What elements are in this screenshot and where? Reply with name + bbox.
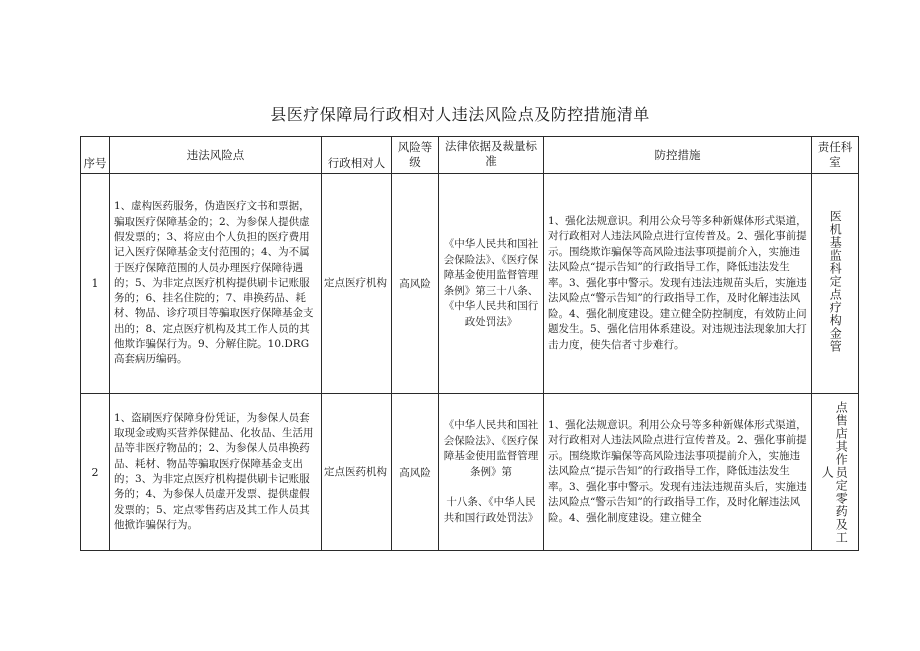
row-violation: 1、盗刷医疗保障身份凭证，为参保人员套取现金或购买营养保健品、化妆品、生活用品等非医疗物品的；2、为参保人员串换药品、耗材、物品等骗取医疗保障基金支出的；3、为非定点医疗机构提供刷卡记账服务的；4、为参保人员虚开发票、提供虚假发票的；5、定点零售药店及其工作人员其他掀诈骗保行为。 — [110, 394, 322, 551]
row-risk-level: 高风险 — [392, 174, 439, 394]
header-responsible: 责任科室 — [812, 137, 859, 174]
row-measures: 1、强化法规意识。利用公众号等多种新媒体形式渠道，对行政相对人违法风险点进行宣传普及。2、强化事前提示。围绕欺诈骗保等高风险违法事项提前介入，实施违法风险点“提示告知”的行政指导工作，降低违法发生率。3、强化事中警示。发现有违法违规苗头后，实施违法风险点“警示告知”的行政指导工作，及时化解违法风险。4、强化制度建设。建立健全防控制度，有效防止问题发生。5、强化信用体系建设。对违规违法现象加大打击力度，使失信者寸步难行。 — [544, 174, 812, 394]
responsible-text-b: 点售店其作员定零药及工 — [834, 400, 849, 544]
row-legal-basis — [439, 394, 544, 551]
row-seq: 2 — [81, 394, 110, 551]
responsible-text: 医机基监科定点疗构金管 — [828, 210, 843, 354]
document-title: 县医疗保障局行政相对人违法风险点及防控措施清单 — [270, 105, 650, 124]
legal-basis-part-b: 十八条、《中华人民共和国行政处罚法》 — [443, 496, 539, 524]
row-measures: 1、强化法规意识。利用公众号等多种新媒体形式渠道，对行政相对人违法风险点进行宣传普及。2、强化事前提示。围绕欺诈骗保等高风险违法事项提前介入，实施违法风险点“提示告知”的行政指导工作，降低违法发生率。3、强化事中警示。发现有违法违规苗头后，实施违法风险点“警示告知”的行政指导工作，及时化解违法风险。4、强化制度建设。建立健全 — [544, 394, 812, 551]
row-counterparty: 定点医疗机构 — [322, 174, 392, 394]
row-legal-basis — [439, 174, 544, 394]
row-responsible — [812, 174, 859, 394]
row-counterparty: 定点医药机构 — [322, 394, 392, 551]
table-header-row — [81, 137, 859, 174]
row-seq: 1 — [81, 174, 110, 394]
header-seq: 序号 — [81, 137, 110, 174]
responsible-text-a: 人 — [821, 464, 834, 479]
header-violation: 违法风险点 — [110, 137, 322, 174]
legal-basis-part-a: 《中华人民共和国社会保险法》、《医疗保障基金使用监督管理条例》第 — [443, 419, 539, 478]
table-row — [81, 394, 859, 551]
row-responsible — [812, 394, 859, 551]
risk-table — [80, 136, 859, 551]
legal-basis-part-b: 《中华人民共和国行政处罚法》 — [443, 300, 539, 328]
row-violation: 1、虚构医药服务，伪造医疗文书和票据，骗取医疗保障基金的；2、为参保人提供虚假发票的；3、将应由个人负担的医疗费用记入医疗保障基金支付范围的；4、为不属于医疗保障范围的人员办理医疗保障待遇的；5、为非定点医疗机构提供刷卡记账服务的；6、挂名住院的；7、串换药品、耗材、物品、诊疗项目等骗取医疗保障基金支出的；8、定点医疗机构及其工作人员的其他欺诈骗保行为。9、分解住院。10.DRG高套病历编码。 — [110, 174, 322, 394]
header-measures: 防控措施 — [544, 137, 812, 174]
table-row — [81, 174, 859, 394]
header-counterparty: 行政相对人 — [322, 137, 392, 174]
header-legal-basis: 法律依据及裁量标准 — [439, 137, 544, 174]
row-risk-level: 高风险 — [392, 394, 439, 551]
header-risk-level: 风险等级 — [392, 137, 439, 174]
legal-basis-part-a: 《中华人民共和国社会保险法》、《医疗保障基金使用监督管理条例》第三十八条、 — [443, 238, 539, 297]
